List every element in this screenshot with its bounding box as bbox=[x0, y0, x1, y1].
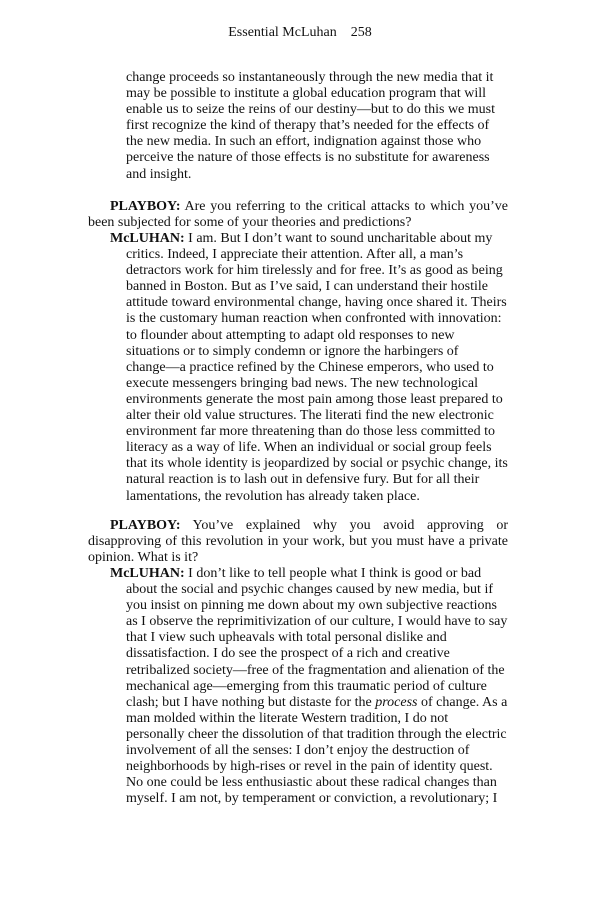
text-line: to flounder about attempting to adapt old responses to new bbox=[126, 327, 455, 343]
running-header bbox=[0, 25, 600, 41]
question-line: disapproving of this revolution in your work, but you must have a private bbox=[88, 534, 508, 550]
text-line: involvement of all the senses: I don’t enjoy the destruction of bbox=[126, 743, 470, 759]
continuation-paragraph bbox=[126, 70, 508, 183]
text-line bbox=[126, 695, 508, 711]
page-number: 258 bbox=[350, 25, 372, 40]
playboy-question-2 bbox=[88, 518, 508, 566]
answer-first-line bbox=[110, 231, 508, 247]
text-line: retribalized society—free of the fragmentation and alienation of the bbox=[126, 662, 505, 678]
text-line: the new media. In such an effort, indignation against those who bbox=[126, 134, 482, 150]
text-line: you insist on pinning me down about my own subjective reactions bbox=[126, 598, 497, 614]
text-line: mechanical age—emerging from this traumatic period of culture bbox=[126, 678, 487, 694]
speaker-label: McLUHAN: bbox=[110, 231, 185, 246]
text-line: No one could be less enthusiastic about these radical changes than bbox=[126, 775, 497, 791]
text-line: change proceeds so instantaneously through the new media that it bbox=[126, 70, 494, 85]
text-line: neighborhoods by high-rises or revel in the pain of identity quest. bbox=[126, 759, 493, 775]
question-first-line bbox=[88, 199, 508, 215]
text-line: perceive the nature of those effects is no substitute for awareness bbox=[126, 150, 490, 166]
question-text: You’ve explained why you avoid approving or bbox=[192, 518, 509, 533]
text-line: literacy as a way of life. When an individual or social group feels bbox=[126, 440, 492, 456]
text-line: may be possible to institute a global education program that will bbox=[126, 86, 487, 102]
text-line: execute messengers bringing bad news. The new technological bbox=[126, 375, 478, 391]
text-line: man molded within the literate Western tradition, I do not bbox=[126, 710, 449, 726]
text-line: that its whole identity is jeopardized by social or psychic change, its bbox=[126, 456, 508, 472]
question-text: Are you referring to the critical attacks to which you’ve bbox=[184, 199, 508, 214]
text-line: attitude toward environmental change, having once shared it. Theirs bbox=[126, 295, 507, 311]
emphasized-word: process bbox=[375, 694, 418, 710]
speaker-label: PLAYBOY: bbox=[110, 199, 181, 214]
question-line: opinion. What is it? bbox=[88, 550, 199, 566]
text-line: enable us to seize the reins of our destiny—but to do this we must bbox=[126, 102, 495, 118]
text-line: detractors work for him tirelessly and for free. It’s as good as being bbox=[126, 263, 503, 279]
text-line: that I view such upheavals with total personal dislike and bbox=[126, 630, 447, 646]
text-line: myself. I am not, by temperament or conviction, a revolutionary; I bbox=[126, 791, 498, 807]
question-line: been subjected for some of your theories and predictions? bbox=[88, 215, 412, 231]
text-line: banned in Boston. But as I’ve said, I can understand their hostile bbox=[126, 279, 488, 295]
mcluhan-answer-2 bbox=[110, 566, 508, 807]
answer-text: I am. But I don’t want to sound uncharitable about my bbox=[188, 231, 493, 246]
text-line: is the customary human reaction when confronted with innovation: bbox=[126, 311, 502, 327]
text-line: as I observe the reprimitivization of our culture, I would have to say bbox=[126, 614, 508, 630]
text-line: dissatisfaction. I do see the prospect of a rich and creative bbox=[126, 646, 450, 662]
text-line: first recognize the kind of therapy that’s needed for the effects of bbox=[126, 118, 490, 134]
question-first-line bbox=[88, 518, 508, 534]
text-line: environment far more threatening than do those less committed to bbox=[126, 424, 495, 440]
speaker-label: McLUHAN: bbox=[110, 566, 185, 581]
mcluhan-answer-1 bbox=[110, 231, 508, 505]
answer-first-line bbox=[110, 566, 508, 582]
text-line: and insight. bbox=[126, 166, 192, 182]
text-line: personally cheer the dissolution of that tradition through the electric bbox=[126, 726, 507, 742]
text-segment: clash; but I have nothing but distaste for the bbox=[126, 694, 376, 710]
text-line: lamentations, the revolution has already taken place. bbox=[126, 488, 420, 504]
playboy-question-1 bbox=[88, 199, 508, 231]
text-line: natural reaction is to lash out in defensive fury. But for all their bbox=[126, 472, 480, 488]
text-line: critics. Indeed, I appreciate their attention. After all, a man’s bbox=[126, 247, 464, 263]
text-line: situations or to simply condemn or ignore the harbingers of bbox=[126, 343, 459, 359]
text-line: about the social and psychic changes caused by new media, but if bbox=[126, 582, 493, 598]
text-segment: of change. As a bbox=[417, 694, 508, 710]
book-title: Essential McLuhan bbox=[228, 25, 337, 40]
text-line: environments generate the most pain among those least prepared to bbox=[126, 391, 503, 407]
text-line: alter their old value structures. The literati find the new electronic bbox=[126, 408, 494, 424]
answer-text: I don’t like to tell people what I think is good or bad bbox=[188, 566, 482, 581]
speaker-label: PLAYBOY: bbox=[110, 518, 181, 533]
text-line: change—a practice refined by the Chinese emperors, who used to bbox=[126, 359, 494, 375]
